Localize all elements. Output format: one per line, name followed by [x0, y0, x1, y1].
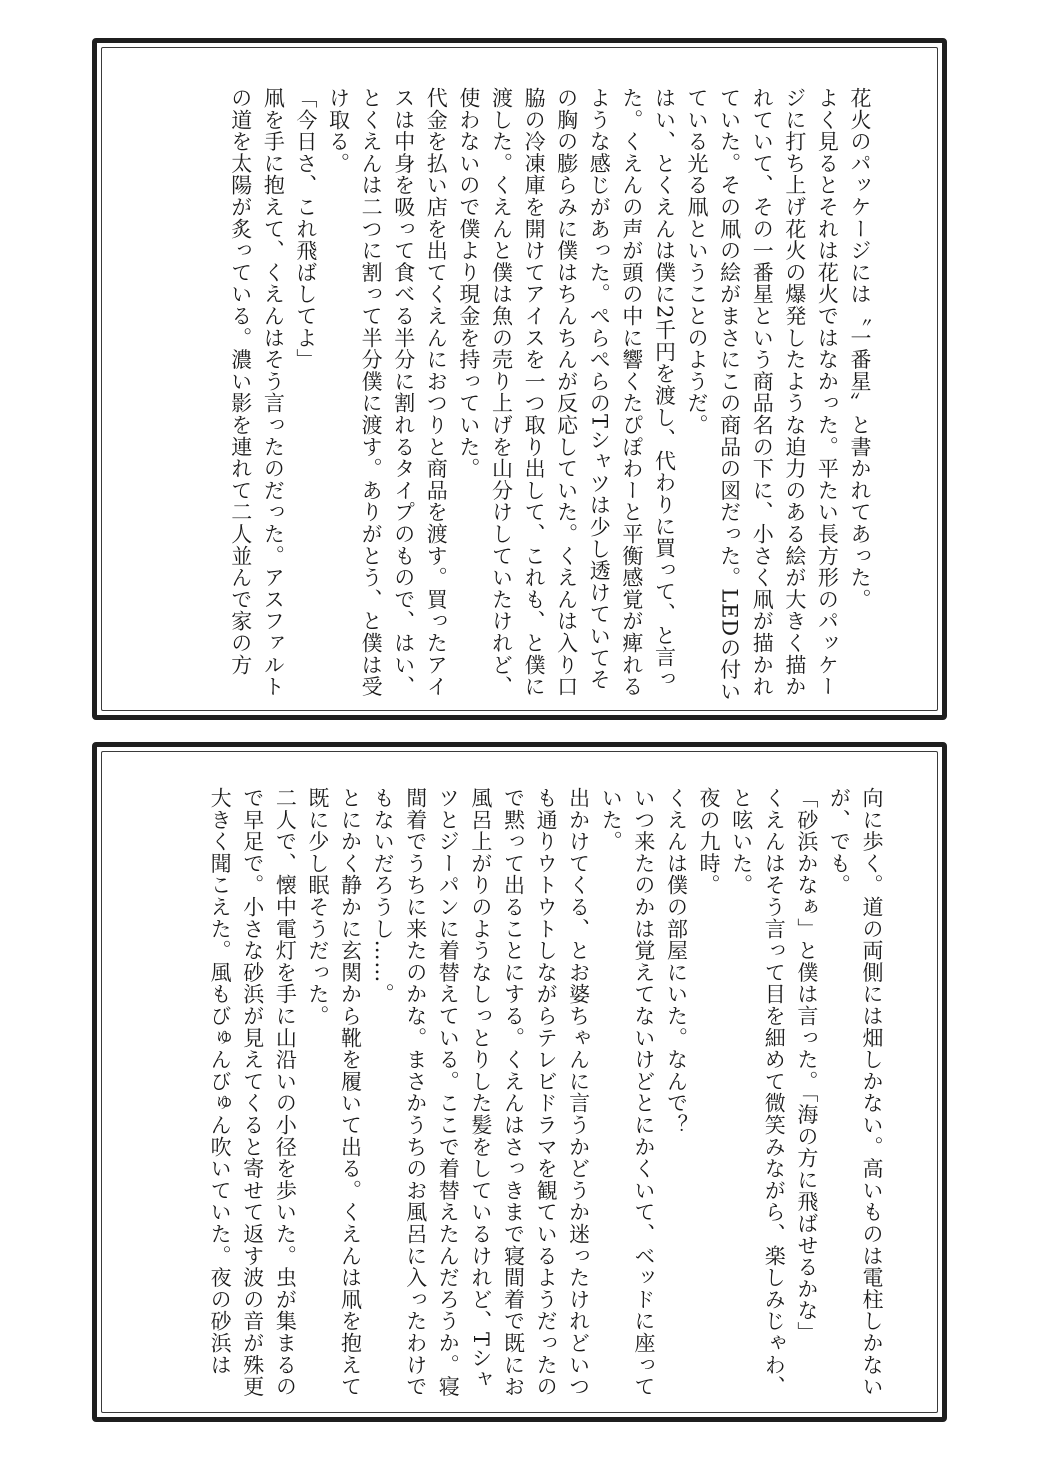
page-panel-top: [92, 38, 947, 720]
paragraph: 二人で、懐中電灯を手に山沿いの小径を歩いた。虫が集まるので早足で。小さな砂浜が見えてくると寄せて返す波の音が殊更大きく聞こえた。風もびゅんびゅん吹いていた。夜の砂浜は: [208, 787, 298, 1398]
dialogue-line: 「今日さ、これ飛ばしてよ」: [293, 87, 318, 371]
paragraph: はい、とくえんは僕に2千円を渡し、代わりに買って、と言った。くえんの声が頭の中に響くたぴぽわーと平衡感覚が痺れるような感じがあった。ぺらぺらのTシャツは少し透けていてその胸の膨らみに僕はちんちんが反応していた。くえんは入り口脇の冷凍庫を開けてアイスを一つ取り出して、これも、と僕に渡した。くえんと僕は魚の売り上げを山分けしていたけれど、使わないので僕より現金を持っていた。: [456, 87, 677, 698]
paragraph: 出かけてくる、とお婆ちゃんに言うかどうか迷ったけれどいつも通りウトウトしながらテレビドラマを観ているようだったので黙って出ることにする。くえんはさっきまで寝間着で既にお風呂上がりのようなしっとりした髪をしているけれど、Tシャツとジーパンに着替えている。ここで着替えたんだろうか。寝間着でうちに来たのかな。まさかうちのお風呂に入ったわけでもないだろうし……。: [371, 787, 591, 1398]
paragraph: くえんはそう言って目を細めて微笑みながら、楽しみじゃわ、と呟いた。: [729, 787, 787, 1398]
page-panel-bottom: [92, 742, 947, 1422]
paragraph: くえんは僕の部屋にいた。なんで？: [664, 787, 689, 1136]
body-text-top: [216, 87, 876, 707]
dialogue-line: 「砂浜かなぁ」と僕は言った。「海の方に飛ばせるかな」: [794, 787, 819, 1344]
paragraph: 向に歩く。道の両側には畑しかない。高いものは電柱しかないが、でも。: [827, 787, 884, 1398]
body-text-bottom: [128, 787, 888, 1405]
paragraph: 花火のパッケージには〝一番星〟と書かれてあった。: [848, 87, 872, 611]
paragraph: 夜の九時。: [697, 787, 722, 896]
paragraph: 凧を手に抱えて、くえんはそう言ったのだった。アスファルトの道を太陽が炙っている。濃い影を連れて二人並んで家の方: [228, 87, 286, 698]
paragraph: よく見るとそれは花火ではなかった。平たい長方形のパッケージに打ち上げ花火の爆発したような迫力のある絵が大きく描かれていて、その一番星という商品名の下に、小さく凧が描かれていた。その凧の絵がまさにこの商品の図だった。LEDの付いている光る凧ということのようだ。: [685, 87, 840, 703]
paragraph: 代金を払い店を出てくえんにおつりと商品を渡す。買ったアイスは中身を吸って食べる半分に割れるタイプのもので、はい、とくえんは二つに割って半分僕に渡す。ありがとう、と僕は受け取る。: [326, 87, 449, 698]
paragraph: とにかく静かに玄関から靴を履いて出る。くえんは凧を抱えて既に少し眠そうだった。: [305, 787, 363, 1398]
paragraph: いつ来たのかは覚えてないけどとにかくいて、ベッドに座っていた。: [599, 787, 656, 1398]
